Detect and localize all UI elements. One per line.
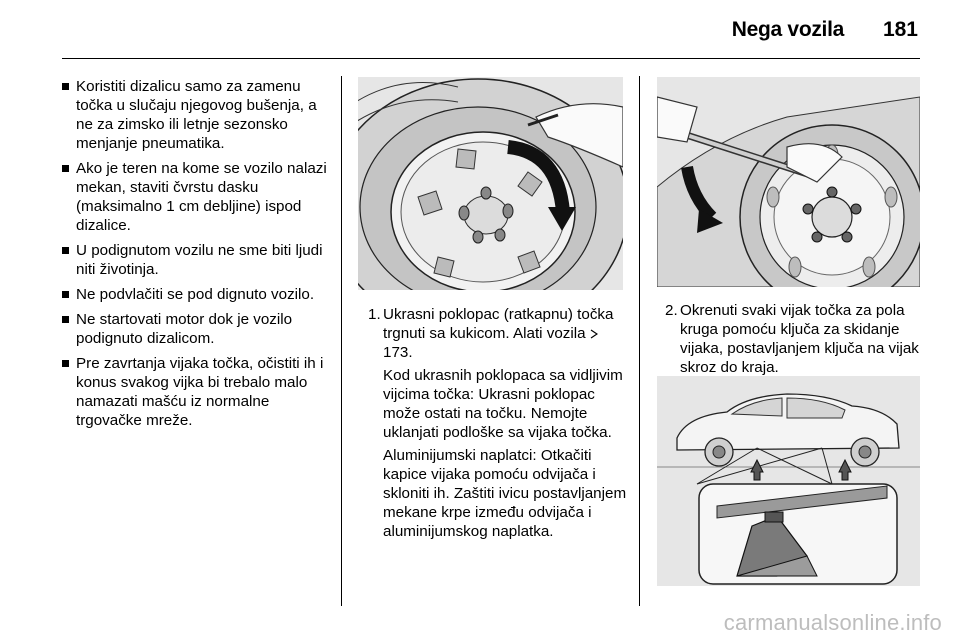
bullet-square-icon (62, 291, 69, 298)
bullet-square-icon (62, 247, 69, 254)
wheel-bolt-illustration (657, 77, 920, 287)
bullet-item: U podignutom vozilu ne sme biti ljudi niti životinja. (62, 241, 330, 279)
section-title: Nega vozila (731, 18, 844, 41)
bullet-item: Ne startovati motor dok je vozilo podignuto dizalicom. (62, 310, 330, 348)
car-jack-drawing (657, 376, 920, 586)
step-number: 2. (665, 302, 678, 319)
car-jack-points-illustration (657, 376, 920, 586)
page-number: 181 (882, 18, 918, 41)
column-divider (341, 76, 342, 606)
hubcap-wheel-drawing (358, 77, 623, 290)
step-paragraph: Aluminijumski naplatci: Otkačiti kapice vijaka pomoću odvijača i skloniti ih. Zaštiti ivicu postavljanjem mekane krpe između odvijača i aluminijumskog naplatka. (383, 447, 627, 540)
step-paragraph: Kod ukrasnih poklopaca sa vidljivim vijcima točka: Ukrasni poklopac može ostati na točku. Nemojte uklanjati podloške sa vijaka točka. (383, 367, 623, 441)
page-header (60, 14, 920, 54)
step-number: 1. (368, 306, 381, 323)
bullet-square-icon (62, 360, 69, 367)
bullet-item: Pre zavrtanja vijaka točka, očistiti ih i konus svakog vijka bi trebalo malo namazati mašću iz normalne trgovačke mreže. (62, 354, 330, 430)
hubcap-removal-illustration (358, 77, 623, 290)
bullet-square-icon (62, 83, 69, 90)
bullet-square-icon (62, 316, 69, 323)
column-divider (639, 76, 640, 606)
wheel-wrench-drawing (657, 77, 920, 287)
header-rule (62, 58, 920, 59)
page-reference[interactable]: 173. (383, 344, 413, 361)
step-body (383, 305, 630, 541)
bullet-square-icon (62, 165, 69, 172)
step-body (680, 301, 927, 377)
step-text: Okrenuti svaki vijak točka za pola kruga pomoću ključa za skidanje vijaka, postavljanjem ključa na vijak skroz do kraja. (680, 302, 919, 376)
step-text: Ukrasni poklopac (ratkapnu) točka trgnuti sa kukicom. Alati vozila 173. (383, 306, 614, 361)
step-2 (665, 301, 927, 381)
step-1 (368, 305, 630, 545)
bullet-item: Ne podvlačiti se pod dignuto vozilo. (62, 285, 330, 304)
safety-bullet-list (62, 77, 330, 436)
bullet-item: Ako je teren na kome se vozilo nalazi mekan, staviti čvrstu dasku (maksimalno 1 cm debljine) ispod dizalice. (62, 159, 330, 235)
watermark: carmanualsonline.info (723, 610, 942, 635)
page-reference-icon (590, 325, 598, 335)
bullet-item: Koristiti dizalicu samo za zamenu točka u slučaju njegovog bušenja, a ne za zimsko ili letnje sezonsko menjanje pneumatika. (62, 77, 330, 153)
